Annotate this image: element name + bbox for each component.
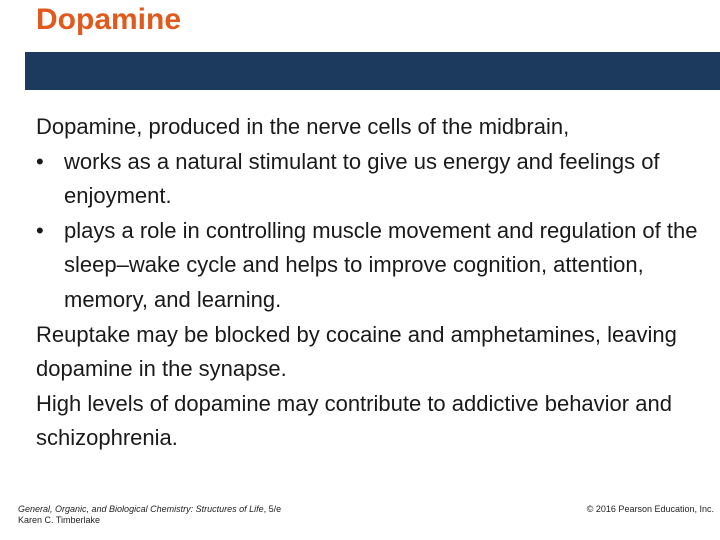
footer-citation [18,504,281,526]
bullet-item-energy [36,145,716,214]
footer-author: Karen C. Timberlake [18,515,101,525]
bullet-text: plays a role in controlling muscle movement and regulation of the sleep–wake cycle and helps to improve cognition, attention, memory, and learning. [64,217,698,312]
footer-copyright: © 2016 Pearson Education, Inc. [586,504,714,514]
title-bar-divider [25,52,720,90]
bullet-symbol: • [36,217,44,243]
intro-paragraph: Dopamine, produced in the nerve cells of the midbrain, [36,114,570,139]
footer-book-title: General, Organic, and Biological Chemistry: Structures of Life [18,504,264,514]
reuptake-paragraph: Reuptake may be blocked by cocaine and amphetamines, leaving dopamine in the synapse. [36,321,677,382]
high-levels-paragraph: High levels of dopamine may contribute to addictive behavior and schizophrenia. [36,390,672,451]
footer-book-line [18,504,281,515]
slide-body [36,110,716,456]
bullet-symbol: • [36,148,44,174]
bullet-item-muscle [36,214,716,318]
footer-edition: , 5/e [263,504,282,514]
slide-title: Dopamine [36,3,182,36]
bullet-text: works as a natural stimulant to give us energy and feelings of enjoyment. [64,148,660,209]
